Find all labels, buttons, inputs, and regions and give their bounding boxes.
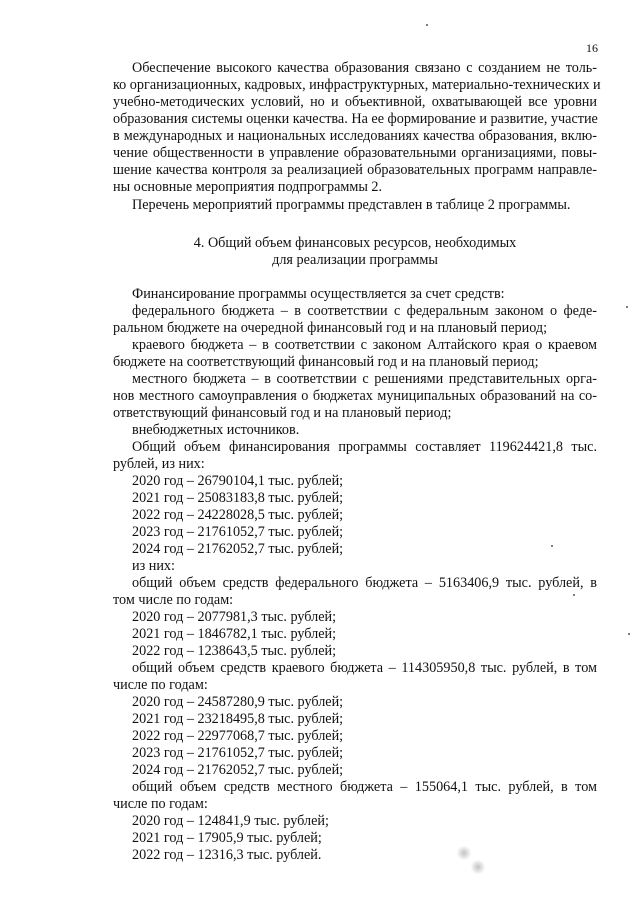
text-line: общий объем средств краевого бюджета – 114305950,8 тыс. рублей, в том	[132, 660, 597, 676]
text-line: бюджете на соответствующий финансовый год и на плановый период;	[113, 354, 539, 370]
section-heading: для реализации программы	[272, 252, 438, 268]
scan-smudge	[456, 846, 472, 860]
list-item: 2020 год – 124841,9 тыс. рублей;	[132, 813, 329, 829]
list-item: 2024 год – 21762052,7 тыс. рублей;	[132, 541, 344, 557]
text-line: числе по годам:	[113, 796, 208, 812]
text-line: шение качества контроля за реализацией образовательных программ направле-	[113, 162, 597, 178]
list-item: 2021 год – 1846782,1 тыс. рублей;	[132, 626, 337, 642]
text-line: общий объем средств местного бюджета – 155064,1 тыс. рублей, в том	[132, 779, 597, 795]
page-number: 16	[586, 41, 598, 55]
scan-speck	[426, 24, 428, 26]
text-line: ральном бюджете на очередной финансовый год и на плановый период;	[113, 320, 548, 336]
text-line: образования системы оценки качества. На ее формирование и развитие, участие	[113, 111, 598, 127]
text-line: ответствующий финансовый год и на плановый период;	[113, 405, 452, 421]
text-line: ко организационных, кадровых, инфраструктурных, материально-технических и	[113, 77, 601, 93]
text-line: рублей, из них:	[113, 456, 205, 472]
text-line: учебно-методических условий, но и объективной, охватывающей все уровни	[113, 94, 597, 110]
text-line: чение общественности в управление образовательными организациями, повы-	[113, 145, 597, 161]
section-heading: 4. Общий объем финансовых ресурсов, необходимых	[193, 235, 517, 251]
text-line: общий объем средств федерального бюджета – 5163406,9 тыс. рублей, в	[132, 575, 597, 591]
text-line: краевого бюджета – в соответствии с законом Алтайского края о краевом	[132, 337, 597, 353]
text-line: нов местного самоуправления о бюджетах муниципальных образований на со-	[113, 388, 597, 404]
list-item: 2023 год – 21761052,7 тыс. рублей;	[132, 745, 344, 761]
text-line: числе по годам:	[113, 677, 208, 693]
list-item: 2020 год – 26790104,1 тыс. рублей;	[132, 473, 344, 489]
text-line: федерального бюджета – в соответствии с федеральным законом о феде-	[132, 303, 597, 319]
text-line: Финансирование программы осуществляется за счет средств:	[132, 286, 505, 302]
list-item: 2023 год – 21761052,7 тыс. рублей;	[132, 524, 344, 540]
scan-smudge	[470, 860, 486, 874]
list-item: 2022 год – 22977068,7 тыс. рублей;	[132, 728, 344, 744]
text-line: Общий объем финансирования программы составляет 119624421,8 тыс.	[132, 439, 597, 455]
list-item: 2022 год – 1238643,5 тыс. рублей;	[132, 643, 337, 659]
list-item: 2021 год – 23218495,8 тыс. рублей;	[132, 711, 344, 727]
text-line: местного бюджета – в соответствии с решениями представительных орга-	[132, 371, 597, 387]
text-line: том числе по годам:	[113, 592, 234, 608]
text-line: в международных и национальных исследованиях качества образования, вклю-	[113, 128, 597, 144]
scan-speck	[551, 545, 553, 547]
text-line: Обеспечение высокого качества образования связано с созданием не толь-	[132, 60, 597, 76]
scan-speck	[628, 633, 630, 635]
list-item: 2022 год – 24228028,5 тыс. рублей;	[132, 507, 344, 523]
text-line: внебюджетных источников.	[132, 422, 300, 438]
list-item: 2024 год – 21762052,7 тыс. рублей;	[132, 762, 344, 778]
list-item: 2021 год – 25083183,8 тыс. рублей;	[132, 490, 344, 506]
text-line: Перечень мероприятий программы представлен в таблице 2 программы.	[132, 197, 571, 213]
text-line: ны основные мероприятия подпрограммы 2.	[113, 179, 383, 195]
scan-speck	[626, 306, 628, 308]
scan-speck	[573, 594, 575, 596]
text-line: из них:	[132, 558, 175, 574]
list-item: 2021 год – 17905,9 тыс. рублей;	[132, 830, 322, 846]
list-item: 2020 год – 2077981,3 тыс. рублей;	[132, 609, 337, 625]
list-item: 2020 год – 24587280,9 тыс. рублей;	[132, 694, 344, 710]
list-item: 2022 год – 12316,3 тыс. рублей.	[132, 847, 322, 863]
